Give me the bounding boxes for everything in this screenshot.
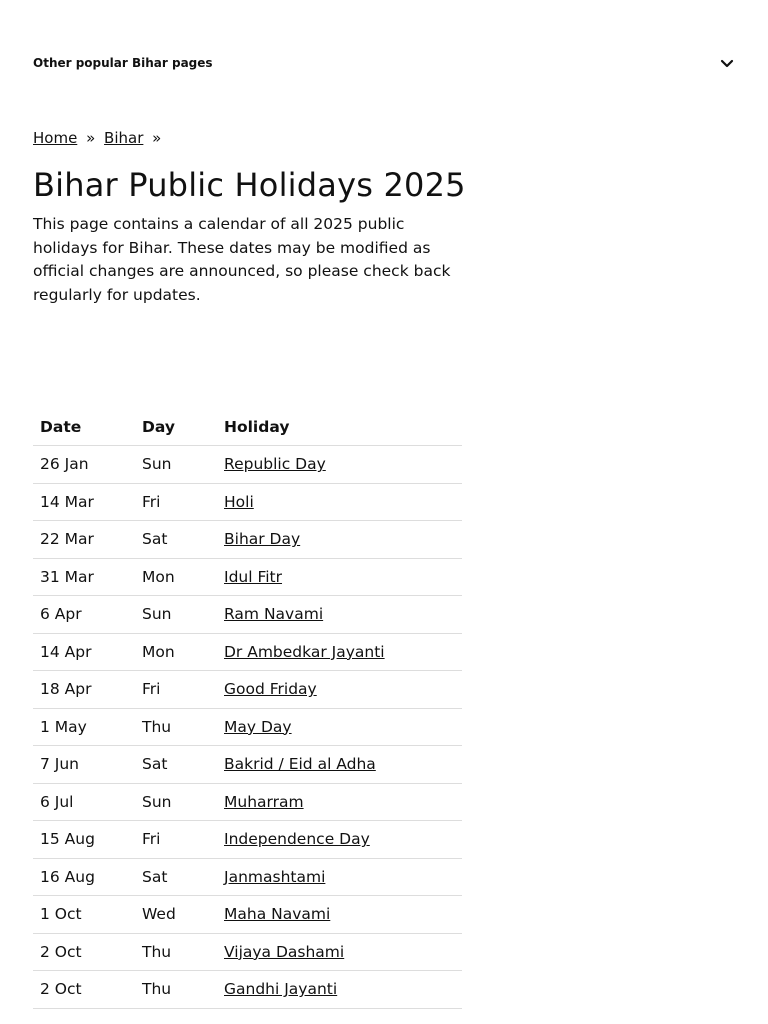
row-holiday: [217, 596, 462, 634]
table-row: [33, 783, 462, 821]
table-row: [33, 671, 462, 709]
popular-pages-toggle[interactable]: [33, 52, 735, 72]
row-day: Fri: [135, 483, 217, 521]
holiday-link[interactable]: May Day: [224, 717, 292, 736]
row-date: 1 Oct: [33, 896, 135, 934]
holiday-link[interactable]: Bihar Day: [224, 530, 301, 549]
header-date: Date: [33, 408, 135, 446]
holiday-link[interactable]: Vijaya Dashami: [224, 942, 345, 961]
holiday-link[interactable]: Gandhi Jayanti: [224, 980, 338, 999]
breadcrumb: [33, 127, 165, 149]
row-day: Mon: [135, 558, 217, 596]
row-day: Thu: [135, 708, 217, 746]
row-day: Wed: [135, 896, 217, 934]
table-row: [33, 708, 462, 746]
row-day: Sun: [135, 446, 217, 484]
row-date: 14 Mar: [33, 483, 135, 521]
row-holiday: [217, 521, 462, 559]
holiday-link[interactable]: Ram Navami: [224, 605, 324, 624]
row-date: 31 Mar: [33, 558, 135, 596]
row-date: 2 Oct: [33, 933, 135, 971]
row-holiday: [217, 671, 462, 709]
holiday-link[interactable]: Dr Ambedkar Jayanti: [224, 642, 385, 661]
breadcrumb-separator: »: [86, 129, 96, 147]
row-day: Mon: [135, 633, 217, 671]
header-holiday: Holiday: [217, 408, 462, 446]
row-day: Sat: [135, 858, 217, 896]
table-row: [33, 633, 462, 671]
row-day: Thu: [135, 933, 217, 971]
table-row: [33, 446, 462, 484]
row-day: Fri: [135, 671, 217, 709]
row-holiday: [217, 933, 462, 971]
row-holiday: [217, 746, 462, 784]
holiday-link[interactable]: Bakrid / Eid al Adha: [224, 755, 376, 774]
row-date: 1 May: [33, 708, 135, 746]
row-date: 6 Apr: [33, 596, 135, 634]
row-date: 15 Aug: [33, 821, 135, 859]
row-date: 16 Aug: [33, 858, 135, 896]
holiday-link[interactable]: Janmashtami: [224, 867, 326, 886]
row-holiday: [217, 446, 462, 484]
breadcrumb-separator: »: [152, 129, 162, 147]
table-row: [33, 558, 462, 596]
row-day: Sun: [135, 596, 217, 634]
table-row: [33, 596, 462, 634]
row-holiday: [217, 858, 462, 896]
table-row: [33, 483, 462, 521]
intro-paragraph: This page contains a calendar of all 2025 public holidays for Bihar. These dates may be modified as official changes are announced, so please check back regularly for updates.: [33, 215, 451, 304]
table-row: [33, 896, 462, 934]
row-holiday: [217, 558, 462, 596]
row-date: 6 Jul: [33, 783, 135, 821]
table-row: [33, 971, 462, 1009]
holiday-link[interactable]: Idul Fitr: [224, 567, 283, 586]
row-date: 2 Oct: [33, 971, 135, 1009]
popular-pages-label: Other popular Bihar pages: [33, 56, 213, 70]
header-day: Day: [135, 408, 217, 446]
table-row: [33, 821, 462, 859]
table-row: [33, 521, 462, 559]
table-row: [33, 858, 462, 896]
holiday-link[interactable]: Maha Navami: [224, 905, 331, 924]
chevron-down-icon[interactable]: [719, 56, 735, 72]
row-day: Thu: [135, 971, 217, 1009]
row-holiday: [217, 708, 462, 746]
holiday-link[interactable]: Holi: [224, 492, 254, 511]
row-holiday: [217, 971, 462, 1009]
holiday-link[interactable]: Good Friday: [224, 680, 317, 699]
table-row: [33, 933, 462, 971]
row-date: 14 Apr: [33, 633, 135, 671]
table-row: [33, 746, 462, 784]
row-day: Sat: [135, 521, 217, 559]
row-date: 18 Apr: [33, 671, 135, 709]
row-day: Fri: [135, 821, 217, 859]
holiday-link[interactable]: Independence Day: [224, 830, 370, 849]
row-day: Sat: [135, 746, 217, 784]
row-holiday: [217, 821, 462, 859]
row-holiday: [217, 783, 462, 821]
holidays-table: [33, 408, 462, 1009]
row-date: 22 Mar: [33, 521, 135, 559]
breadcrumb-home-link[interactable]: Home: [33, 129, 78, 147]
row-date: 7 Jun: [33, 746, 135, 784]
row-date: 26 Jan: [33, 446, 135, 484]
holiday-link[interactable]: Muharram: [224, 792, 304, 811]
row-holiday: [217, 633, 462, 671]
row-holiday: [217, 896, 462, 934]
row-holiday: [217, 483, 462, 521]
row-day: Sun: [135, 783, 217, 821]
holiday-link[interactable]: Republic Day: [224, 455, 326, 474]
breadcrumb-bihar-link[interactable]: Bihar: [104, 129, 144, 147]
page-title: Bihar Public Holidays 2025: [33, 166, 466, 204]
table-header-row: [33, 408, 462, 446]
